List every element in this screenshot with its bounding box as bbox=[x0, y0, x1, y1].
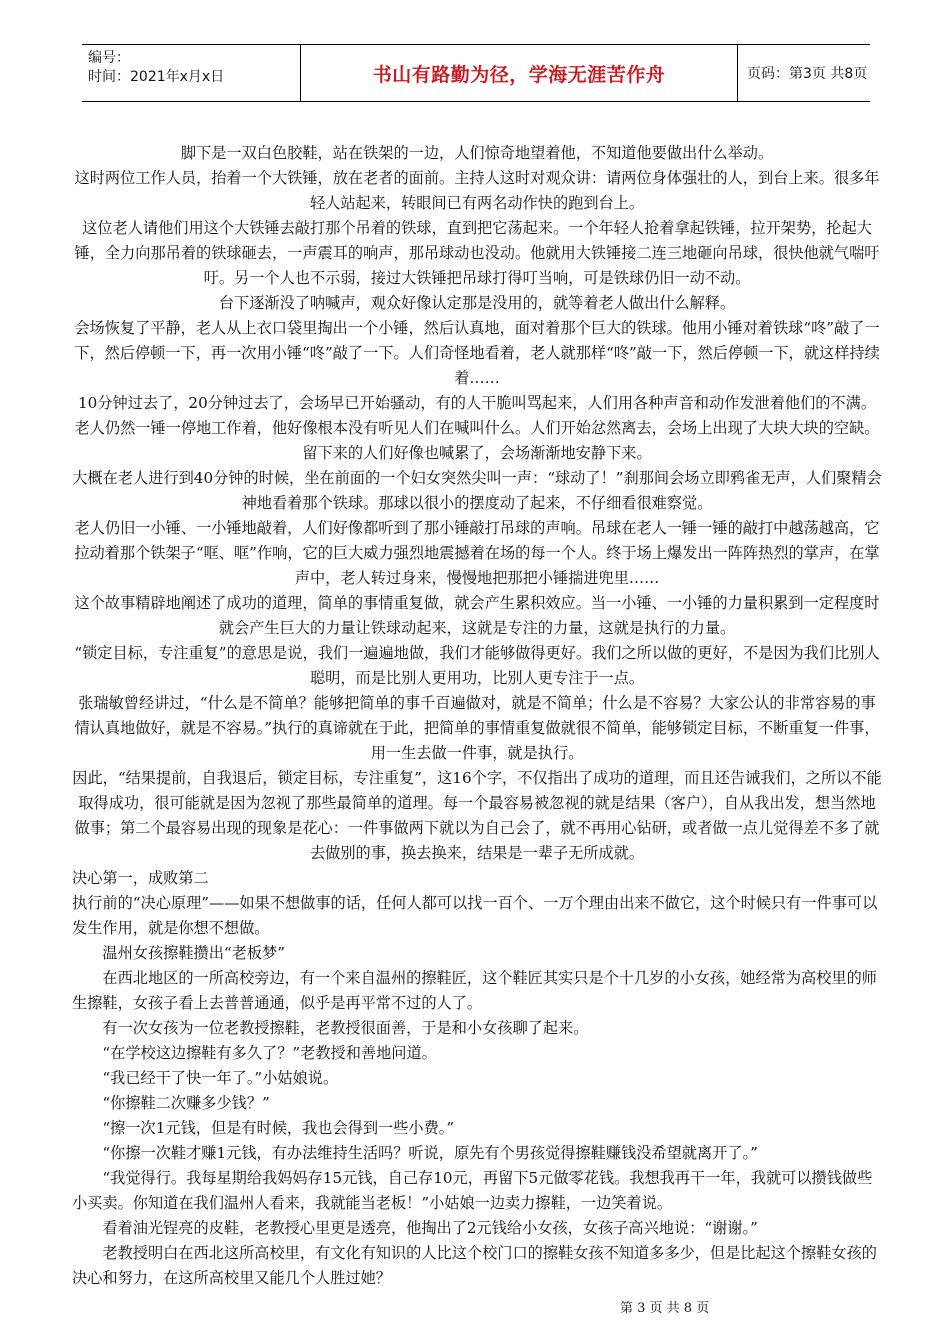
document-number-label: 编号： bbox=[88, 50, 130, 66]
dialogue-line: “你擦一次鞋才赚1元钱，有办法维持生活吗？听说，原先有个男孩觉得擦鞋赚钱没希望就离开了。” bbox=[102, 1144, 758, 1162]
paragraph: “锁定目标，专注重复”的意思是说，我们一遍遍地做，我们才能够做得更好。我们之所以做的更好，不是因为我们比别人聪明，而是比别人更用功，比别人更专注于一点。 bbox=[74, 644, 880, 687]
page-footer: 第 3 页 共 8 页 bbox=[620, 1301, 710, 1316]
paragraph: 这时两位工作人员，抬着一个大铁锤，放在老者的面前。主持人这时对观众讲：请两位身体强壮的人，到台上来。很多年轻人站起来，转眼间已有两名动作快的跑到台上。 bbox=[74, 169, 880, 212]
dialogue-line: “我觉得行。我每星期给我妈妈存15元钱，自己存10元，再留下5元做零花钱。我想我再干一年，我就可以攒钱做些小买卖。你知道在我们温州人看来，我就能当老板！”小姑娘一边卖力擦鞋，一边笑着说。 bbox=[72, 1169, 873, 1212]
paragraph: 在西北地区的一所高校旁边，有一个来自温州的擦鞋匠，这个鞋匠其实只是个十几岁的小女孩，她经常为高校里的师生擦鞋，女孩子看上去普普通通，似乎是再平常不过的人了。 bbox=[72, 969, 877, 1012]
document-date: 时间：2021年x月x日 bbox=[88, 69, 225, 85]
paragraph: 张瑞敏曾经讲过，“什么是不简单？能够把简单的事千百遍做对，就是不简单；什么是不容易？大家公认的非常容易的事情认真地做好，就是不容易。”执行的真谛就在于此，把简单的事情重复做就很不简单，能够锁定目标，不断重复一件事，用一生去做一件事，就是执行。 bbox=[74, 694, 880, 762]
paragraph: 这个故事精辟地阐述了成功的道理，简单的事情重复做，就会产生累积效应。当一小锤、一小锤的力量积累到一定程度时就会产生巨大的力量让铁球动起来，这就是专注的力量，这就是执行的力量。 bbox=[74, 594, 880, 637]
dialogue-line: “擦一次1元钱，但是有时候，我也会得到一些小费。” bbox=[102, 1119, 455, 1137]
header-meta bbox=[88, 49, 288, 87]
dialogue-line: “你擦鞋二次赚多少钱？” bbox=[102, 1094, 270, 1112]
paragraph: 10分钟过去了，20分钟过去了，会场早已开始骚动，有的人干脆叫骂起来，人们用各种声音和动作发泄着他们的不满。老人仍然一锤一停地工作着，他好像根本没有听见人们在喊叫什么。人们开始忿然离去，会场上出现了大块大块的空缺。留下来的人们好像也喊累了，会场渐渐地安静下来。 bbox=[74, 394, 880, 462]
paragraph: 脚下是一双白色胶鞋，站在铁架的一边，人们惊奇地望着他，不知道他要做出什么举动。 bbox=[180, 144, 774, 162]
dialogue-line: “在学校这边擦鞋有多久了？”老教授和善地问道。 bbox=[102, 1044, 437, 1062]
document-body bbox=[72, 141, 882, 1291]
section-heading: 决心第一，成败第二 bbox=[72, 869, 209, 887]
header-page-number: 页码：第3页 共8页 bbox=[747, 66, 868, 82]
paragraph: 因此，“结果提前，自我退后，锁定目标，专注重复”，这16个字，不仅指出了成功的道理，而且还告诫我们，之所以不能取得成功，很可能就是因为忽视了那些最简单的道理。每一个最容易被忽视的就是结果（客户），自从我出发，想当然地做事；第二个最容易出现的现象是花心：一件事做两下就以为自己会了，就不再用心钻研，或者做一点儿觉得差不多了就去做别的事，换去换来，结果是一辈子无所成就。 bbox=[72, 769, 882, 862]
dialogue-line: “我已经干了快一年了。”小姑娘说。 bbox=[102, 1069, 339, 1087]
paragraph: 执行前的“决心原理”——如果不想做事的话，任何人都可以找一百个、一万个理由出来不做它，这个时候只有一件事可以发生作用，就是你想不想做。 bbox=[72, 894, 878, 937]
paragraph: 台下逐渐没了呐喊声，观众好像认定那是没用的，就等着老人做出什么解释。 bbox=[218, 294, 736, 312]
paragraph: 有一次女孩为一位老教授擦鞋，老教授很面善，于是和小女孩聊了起来。 bbox=[102, 1019, 589, 1037]
paragraph: 看着油光锃亮的皮鞋，老教授心里更是透亮，他掏出了2元钱给小女孩，女孩子高兴地说：“谢谢。” bbox=[102, 1219, 758, 1237]
header-motto: 书山有路勤为径，学海无涯苦作舟 bbox=[300, 45, 738, 101]
paragraph: 这位老人请他们用这个大铁锤去敲打那个吊着的铁球，直到把它荡起来。一个年轻人抢着拿起铁锤，拉开架势，抡起大锤，全力向那吊着的铁球砸去，一声震耳的响声，那吊球动也没动。他就用大铁锤接二连三地砸向吊球，很快他就气喘吁吁。另一个人也不示弱，接过大铁锤把吊球打得叮当响，可是铁球仍旧一动不动。 bbox=[74, 219, 880, 287]
paragraph: 老教授明白在西北这所高校里，有文化有知识的人比这个校门口的擦鞋女孩不知道多多少，但是比起这个擦鞋女孩的决心和努力，在这所高校里又能几个人胜过她？ bbox=[72, 1244, 877, 1287]
section-heading: 温州女孩擦鞋攒出“老板梦” bbox=[102, 944, 285, 962]
paragraph: 大概在老人进行到40分钟的时候，坐在前面的一个妇女突然尖叫一声：“球动了！”刹那间会场立即鸦雀无声，人们聚精会神地看着那个铁球。那球以很小的摆度动了起来，不仔细看很难察觉。 bbox=[72, 469, 882, 512]
paragraph: 会场恢复了平静，老人从上衣口袋里掏出一个小锤，然后认真地，面对着那个巨大的铁球。他用小锤对着铁球“咚”敲了一下，然后停顿一下，再一次用小锤“咚”敲了一下。人们奇怪地看着，老人就那样“咚”敲一下，然后停顿一下，就这样持续着…… bbox=[74, 319, 880, 387]
page-header bbox=[82, 44, 870, 102]
paragraph: 老人仍旧一小锤、一小锤地敲着，人们好像都听到了那小锤敲打吊球的声响。吊球在老人一锤一锤的敲打中越荡越高，它拉动着那个铁架子“哐、哐”作响，它的巨大威力强烈地震撼着在场的每一个人。终于场上爆发出一阵阵热烈的掌声，在掌声中，老人转过身来，慢慢地把那把小锤揣进兜里…… bbox=[74, 519, 880, 587]
